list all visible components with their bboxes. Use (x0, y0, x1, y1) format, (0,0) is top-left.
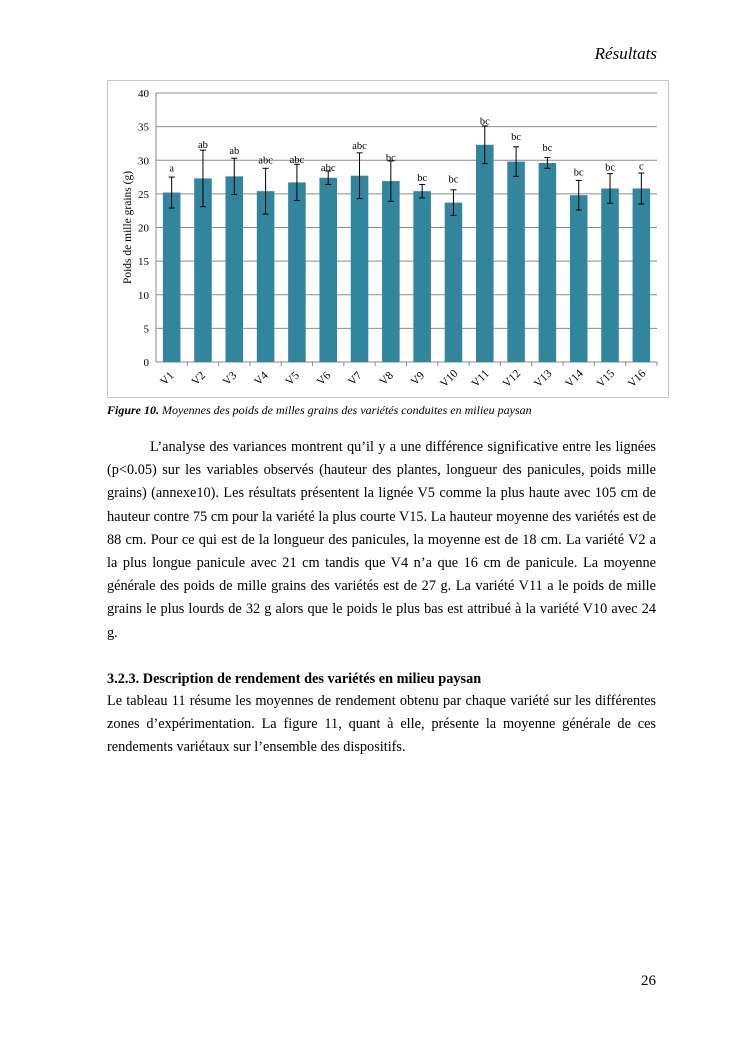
x-tick-label: V14 (563, 367, 586, 391)
x-tick-label: V11 (469, 367, 492, 390)
x-tick-label: V2 (189, 369, 209, 389)
bar-V5 (288, 182, 306, 362)
x-tick-label: V15 (594, 367, 618, 391)
y-tick-label: 35 (138, 121, 149, 134)
y-tick-label: 30 (138, 155, 149, 168)
significance-letter: ab (229, 146, 240, 158)
y-axis-label: Poids de mille grains (g) (122, 170, 134, 285)
significance-letter: a (169, 163, 174, 175)
bar-V9 (413, 191, 431, 362)
x-tick-label: V4 (252, 369, 271, 389)
significance-letter: abc (352, 140, 367, 152)
page-header-title: Résultats (594, 44, 657, 63)
bar-V16 (633, 188, 651, 362)
bar-V7 (351, 176, 369, 362)
bar-V10 (445, 203, 463, 362)
y-tick-label: 25 (138, 188, 149, 201)
y-tick-label: 40 (138, 88, 149, 100)
x-tick-label: V1 (158, 369, 177, 389)
y-tick-label: 20 (138, 222, 149, 235)
bar-V14 (570, 195, 588, 362)
bar-V1 (163, 193, 181, 362)
bar-V8 (382, 181, 400, 362)
x-tick-label: V7 (346, 369, 365, 389)
significance-letter: ab (198, 140, 208, 152)
body-paragraph-2 (107, 690, 656, 760)
x-tick-label: V5 (283, 369, 302, 389)
paragraph-2-text: Le tableau 11 résume les moyennes de rendement obtenu par chaque variété sur les différentes zones d’expérimentation. La figure 11, quant à elle, présente la moyenne générale de ces rendements variétaux sur l’ensemble des dispositifs. (107, 693, 656, 756)
significance-letter: bc (479, 116, 490, 128)
significance-letter: bc (605, 162, 615, 174)
y-tick-label: 0 (143, 357, 149, 369)
bar-V3 (226, 176, 244, 362)
page-number: 26 (641, 973, 656, 989)
bar-V12 (507, 162, 525, 362)
significance-letter: abc (320, 163, 336, 175)
body-paragraph-1 (107, 436, 656, 645)
x-tick-label: V8 (377, 369, 396, 389)
figure-caption (107, 403, 667, 418)
significance-letter: bc (511, 132, 522, 144)
section-heading: 3.2.3. Description de rendement des variétés en milieu paysan (107, 671, 482, 687)
x-tick-label: V3 (220, 369, 240, 389)
figure-caption-label: Figure 10. (107, 403, 160, 417)
bar-V15 (601, 188, 619, 362)
significance-letter: bc (573, 167, 584, 179)
significance-letter: bc (542, 142, 553, 154)
bar-V13 (539, 163, 557, 362)
bar-V11 (476, 145, 494, 362)
bar-V4 (257, 191, 275, 362)
figure-chart-frame (107, 80, 669, 398)
x-tick-label: V9 (408, 369, 428, 389)
y-tick-label: 5 (143, 323, 149, 336)
figure-caption-text: Moyennes des poids de milles grains des variétés conduites en milieu paysan (162, 403, 532, 417)
y-tick-label: 10 (138, 289, 149, 302)
x-tick-label: V6 (314, 369, 334, 389)
x-tick-label: V10 (438, 367, 461, 391)
significance-letter: bc (417, 173, 428, 185)
x-tick-label: V12 (500, 367, 524, 391)
significance-letter: abc (289, 154, 305, 166)
bar-chart (108, 81, 668, 397)
paragraph-1-text: L’analyse des variances montrent qu’il y a une différence significative entre les lignées (p<0.05) sur les variables observés (hauteur des plantes, longueur des panicules, poids mille grains) (annexe10). Les résultats présentent la lignée V5 comme la plus haute avec 105 cm de hauteur contre 75 cm pour la variété la plus courte V15. La hauteur moyenne des variétés est de 88 cm. Pour ce qui est de la longueur des panicules, la moyenne est de 18 cm. La variété V2 a la plus longue panicule avec 21 cm tandis que V4 n’a que 16 cm de panicule. La moyenne générale des poids de mille grains des variétés est de 27 g. La variété V11 a le poids de mille grains le plus lourds de 32 g alors que le poids le plus bas est attribué à la variété V10 avec 24 g. (107, 439, 656, 641)
bar-V6 (319, 178, 337, 362)
y-tick-label: 15 (138, 256, 149, 269)
significance-letter: abc (258, 155, 273, 167)
significance-letter: bc (385, 152, 396, 164)
significance-letter: bc (448, 174, 459, 186)
x-tick-label: V16 (625, 367, 649, 391)
significance-letter: c (639, 161, 644, 173)
x-tick-label: V13 (532, 367, 555, 391)
